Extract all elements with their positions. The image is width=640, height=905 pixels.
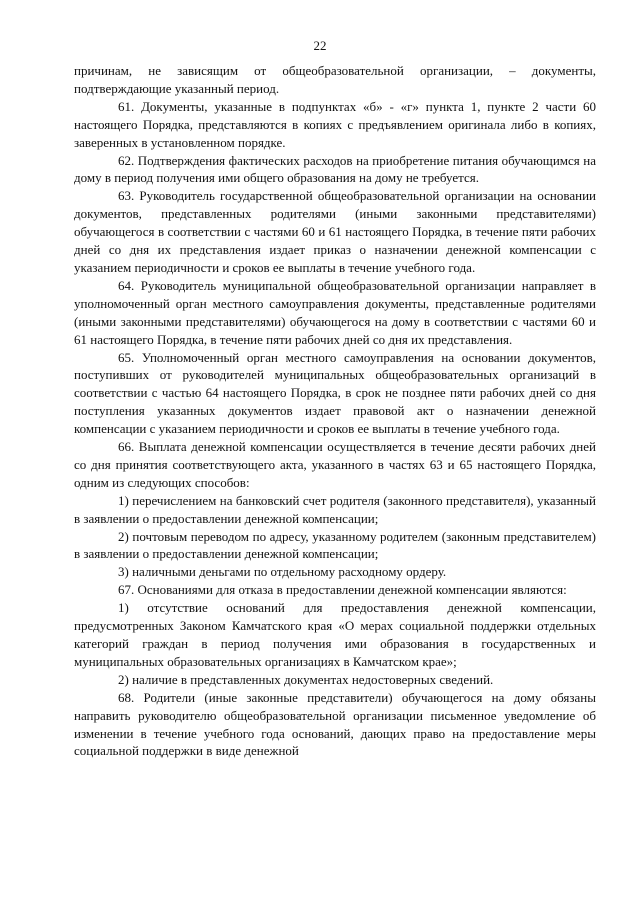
paragraph-67: 67. Основаниями для отказа в предоставлении денежной компенсации являются:: [118, 582, 567, 598]
document-body: [74, 62, 596, 760]
paragraph-66-item-1: 1) перечислением на банковский счет родителя (законного представителя), указанный в заявлении о предоставлении денежной компенсации;: [74, 492, 596, 526]
paragraph-67-item-2: 2) наличие в представленных документах недостоверных сведений.: [118, 671, 494, 687]
paragraph-68: 68. Родители (иные законные представители) обучающегося на дому обязаны направить руководителю общеобразовательной организации письменное уведомление об изменении в течение учебного года оснований, дающих право на предоставление меры социальной поддержки в виде денежной: [74, 689, 596, 759]
paragraph-61: 61. Документы, указанные в подпунктах «б» - «г» пункта 1, пункте 2 части 60 настоящего Порядка, представляются в копиях с предъявлением оригинала либо в копиях, заверенных в установленном порядке.: [74, 98, 596, 150]
paragraph-66: 66. Выплата денежной компенсации осуществляется в течение десяти рабочих дней со дня принятия соответствующего акта, указанного в частях 63 и 65 настоящего Порядка, одним из следующих способов:: [74, 439, 596, 490]
paragraph-66-item-3: 3) наличными деньгами по отдельному расходному ордеру.: [118, 564, 447, 580]
paragraph-66-item-2: 2) почтовым переводом по адресу, указанному родителем (законным представителем) в заявлении о предоставлении денежной компенсации;: [74, 528, 596, 562]
paragraph-67-item-1: 1) отсутствие оснований для предоставления денежной компенсации, предусмотренных Законом Камчатского края «О мерах социальной поддержки отдельных категорий граждан в период получения ими образования в государственных и муниципальных образовательных организациях в Камчатском крае»;: [74, 600, 596, 669]
paragraph-65: 65. Уполномоченный орган местного самоуправления на основании документов, поступивших от руководителей муниципальных общеобразовательных организаций в соответствии с частью 64 настоящего Порядка, в срок не позднее пяти рабочих дней со дня поступления указанных документов издает правовой акт о назначении денежной компенсации с указанием периодичности и сроков ее выплаты в течение учебного года.: [74, 349, 596, 437]
paragraph-continued: причинам, не зависящим от общеобразовательной организации, – документы, подтверждающие указанный период.: [74, 63, 596, 96]
paragraph-63: 63. Руководитель государственной общеобразовательной организации на основании документов, представленных родителями (иными законными представителями) обучающегося в соответствии с частями 60 и 61 настоящего Порядка, в течение пяти рабочих дней со дня их представления издает приказ о назначении денежной компенсации с указанием периодичности и сроков ее выплаты в течение учебного года.: [74, 188, 596, 275]
paragraph-64: 64. Руководитель муниципальной общеобразовательной организации направляет в уполномоченный орган местного самоуправления документы, представленные родителями (иными законными представителями) обучающегося на дому в соответствии с частями 60 и 61 настоящего Порядка, в течение пяти рабочих дней со дня их представления.: [74, 277, 596, 347]
page-number: 22: [313, 38, 327, 53]
paragraph-62: 62. Подтверждения фактических расходов на приобретение питания обучающимся на дому в период получения ими общего образования на дому не требуется.: [74, 152, 596, 186]
